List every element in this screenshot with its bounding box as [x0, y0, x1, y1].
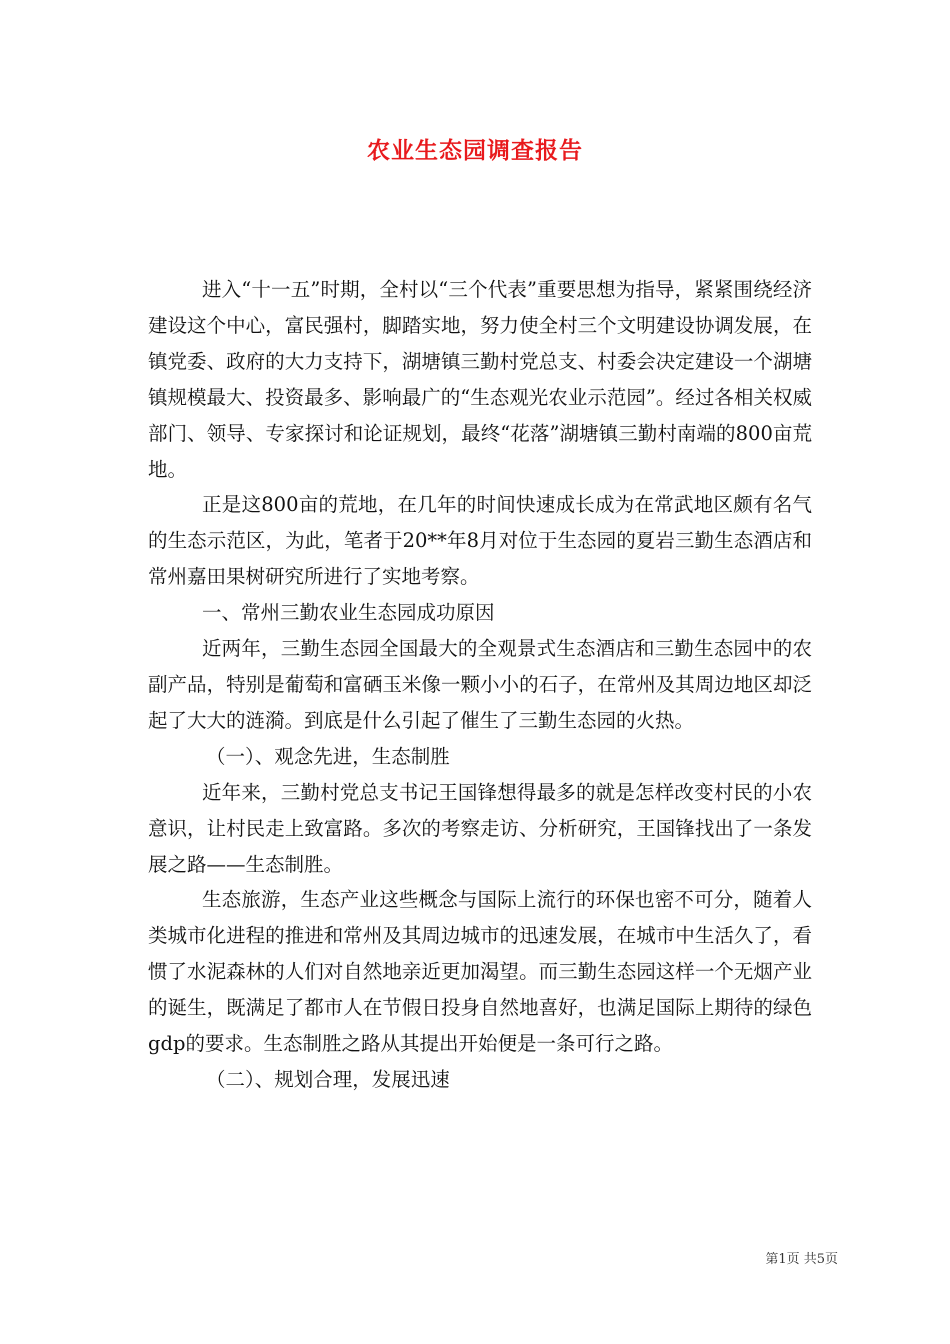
paragraph-wasteland: 正是这800亩的荒地，在几年的时间快速成长成为在常武地区颇有名气的生态示范区，为此，笔者于20**年8月对位于生态园的夏岩三勤生态酒店和常州嘉田果树研究所进行了实地考察。: [148, 493, 812, 589]
paragraph-recent-years: 近两年，三勤生态园全国最大的全观景式生态酒店和三勤生态园中的农副产品，特别是葡萄和富硒玉米像一颗小小的石子，在常州及其周边地区却泛起了大大的涟漪。到底是什么引起了催生了三勤生态园的火热。: [148, 637, 812, 732]
section-heading-1: 一、常州三勤农业生态园成功原因: [202, 601, 495, 625]
document-title: 农业生态园调查报告: [367, 137, 583, 164]
paragraph-intro: 进入“十一五”时期，全村以“三个代表”重要思想为指导，紧紧围绕经济建设这个中心，富民强村，脚踏实地，努力使全村三个文明建设协调发展，在镇党委、政府的大力支持下，湖塘镇三勤村党总支、村委会决定建设一个湖塘镇规模最大、投资最多、影响最广的“生态观光农业示范园”。经过各相关权威部门、领导、专家探讨和论证规划，最终“花落”湖塘镇三勤村南端的800亩荒地。: [148, 278, 812, 481]
paragraph-party-secretary: 近年来，三勤村党总支书记王国锋想得最多的就是怎样改变村民的小农意识，让村民走上致富路。多次的考察走访、分析研究，王国锋找出了一条发展之路——生态制胜。: [148, 780, 812, 876]
paragraph-eco-tourism: 生态旅游，生态产业这些概念与国际上流行的环保也密不可分，随着人类城市化进程的推进和常州及其周边城市的迅速发展，在城市中生活久了，看惯了水泥森林的人们对自然地亲近更加渴望。而三勤生态园这样一个无烟产业的诞生，既满足了都市人在节假日投身自然地喜好，也满足国际上期待的绿色gdp的要求。生态制胜之路从其提出开始便是一条可行之路。: [148, 888, 812, 1056]
page-number: 第1页 共5页: [765, 1252, 838, 1267]
subsection-heading-1: （一）、观念先进，生态制胜: [206, 744, 450, 768]
document-body: [148, 272, 812, 1098]
subsection-heading-2: （二）、规划合理，发展迅速: [206, 1067, 450, 1091]
